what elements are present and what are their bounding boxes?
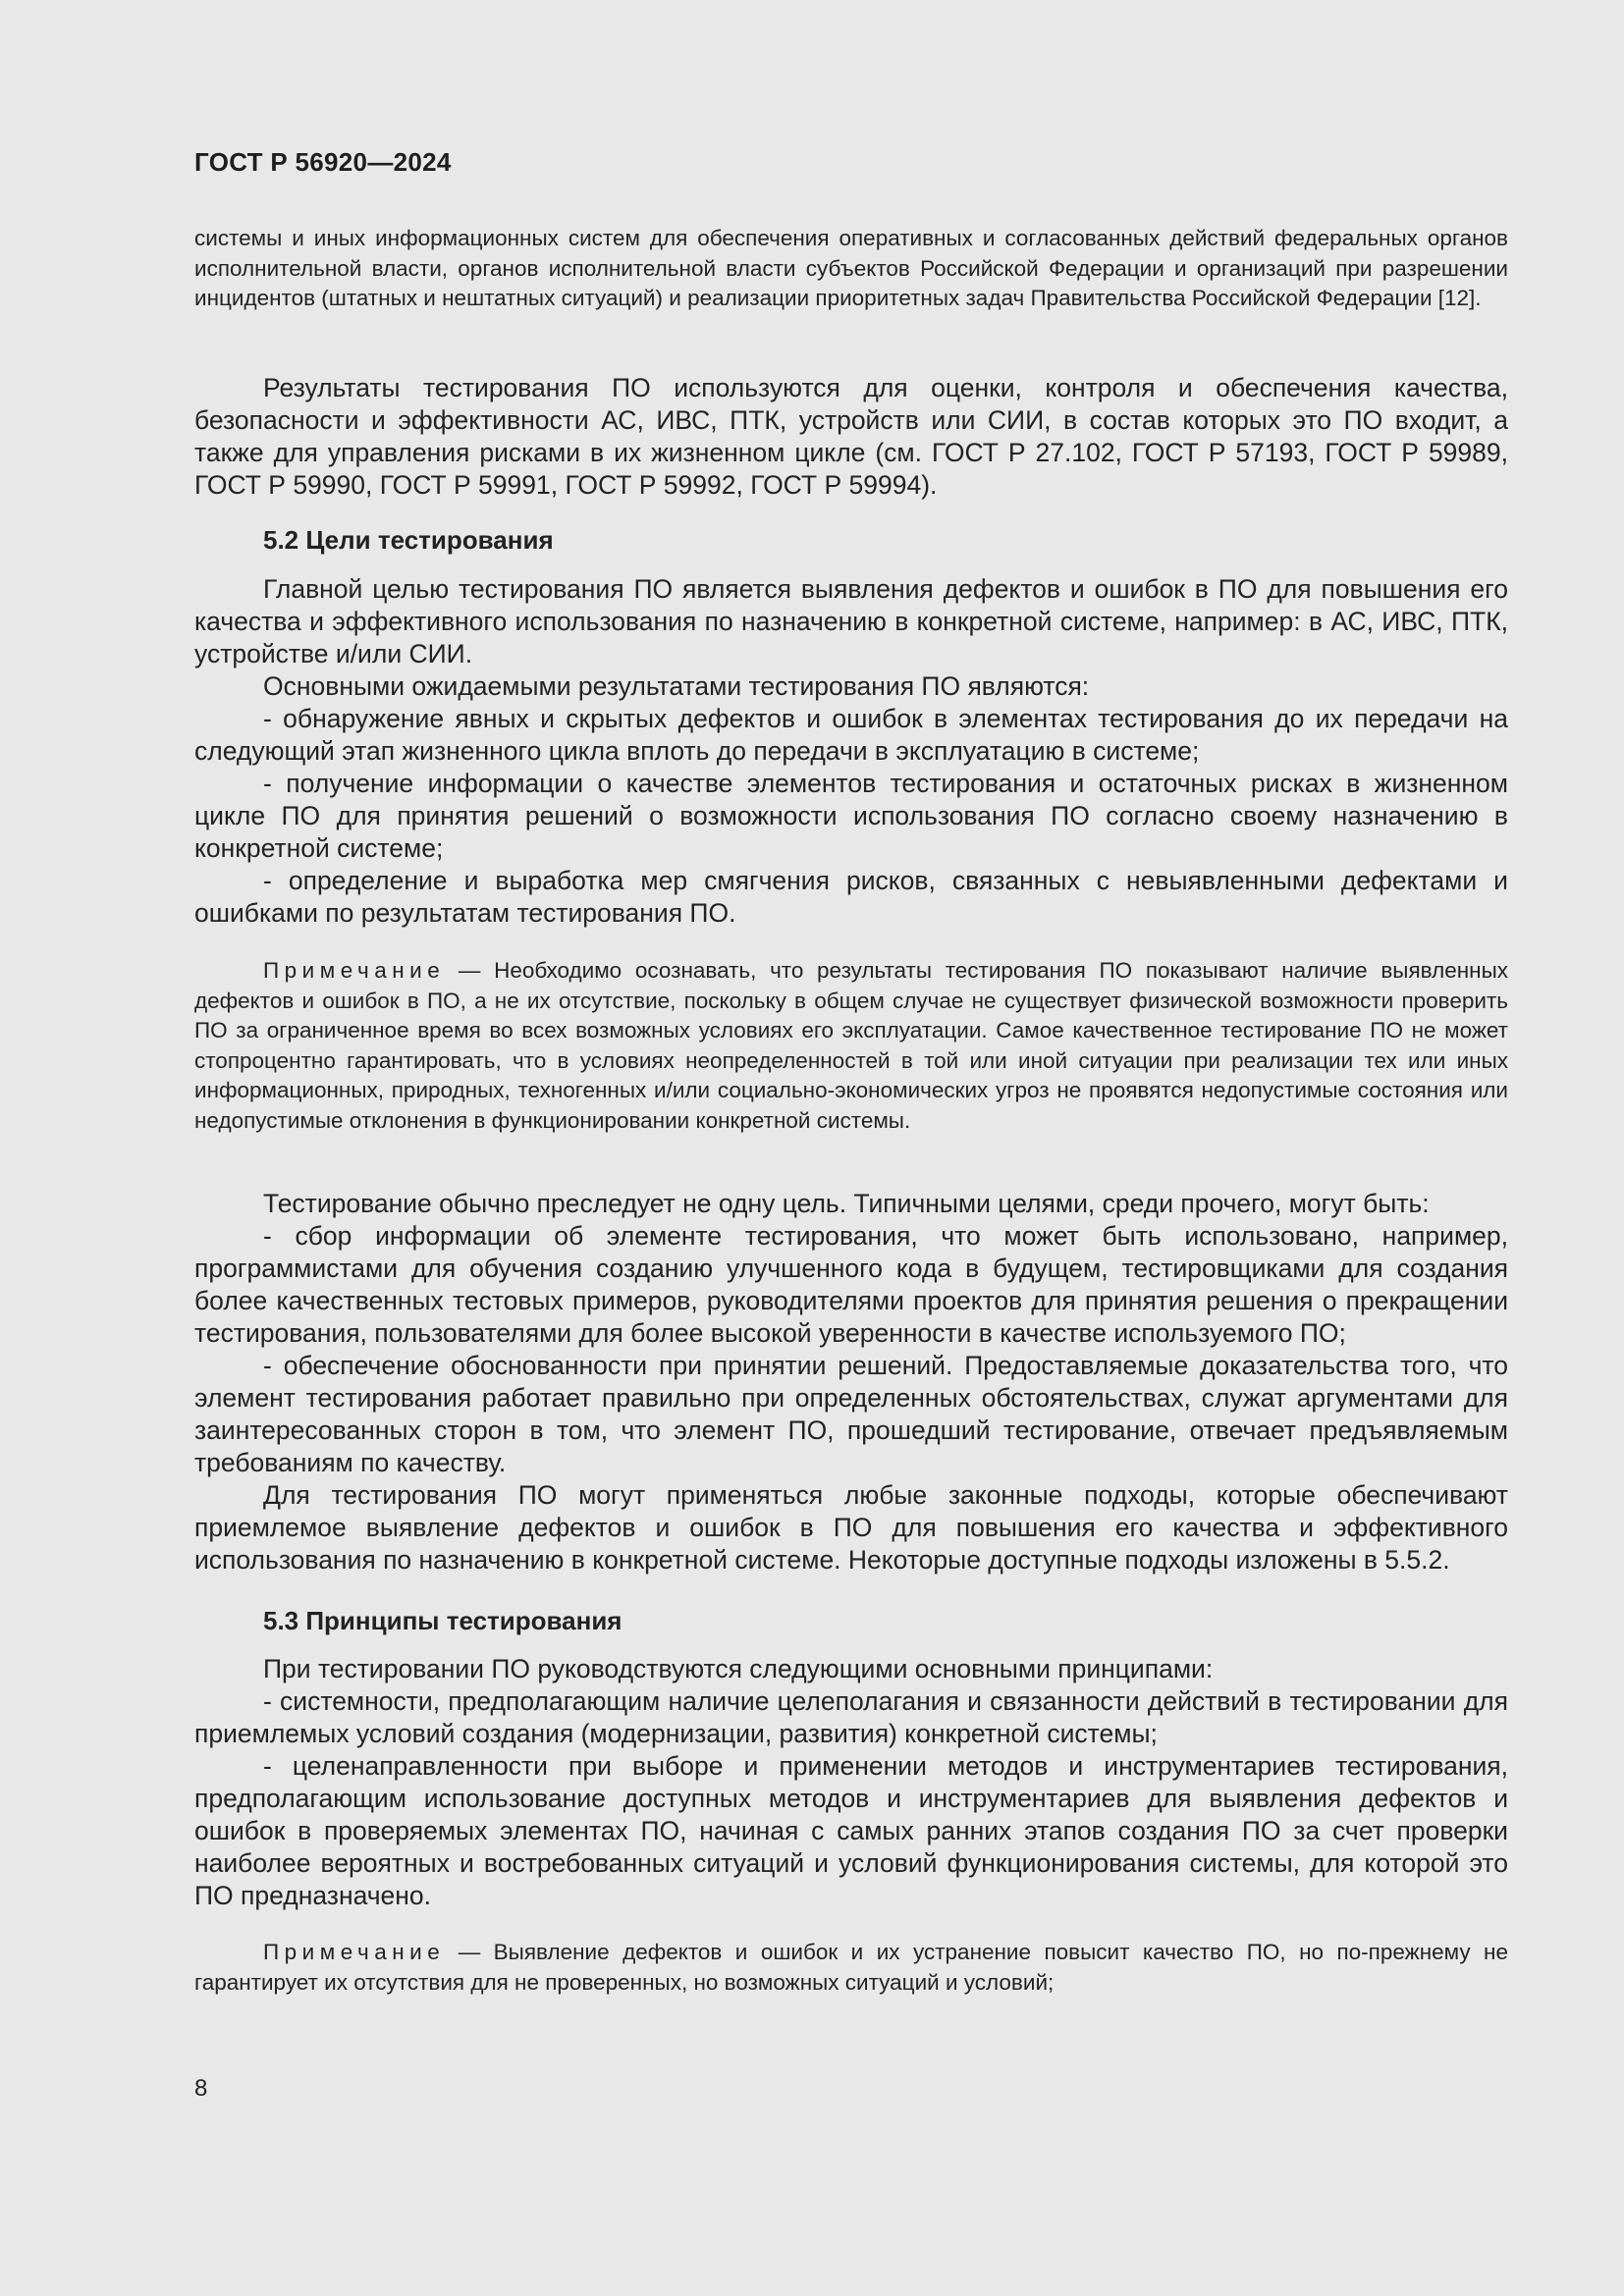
note-text: — Выявление дефектов и ошибок и их устранение повысит качество ПО, но по-прежнему не гарантирует их отсутствия для не проверенных, но возможных ситуаций и условий;: [194, 1940, 1508, 1995]
note-5-3: [194, 1938, 1508, 1998]
section-5-3-body: [194, 1653, 1508, 1912]
approaches-paragraph: Для тестирования ПО могут применяться любые законные подходы, которые обеспечивают приемлемое выявление дефектов и ошибок в ПО для повышения его качества и эффективного использования по назначению в конкретной системе. Некоторые доступные подходы изложены в 5.5.2.: [194, 1480, 1508, 1575]
document-header: ГОСТ Р 56920—2024: [194, 147, 452, 177]
note-label: Примечание: [263, 1940, 446, 1964]
results-paragraph: Результаты тестирования ПО используются для оценки, контроля и обеспечения качества, безопасности и эффективности АС, ИВС, ПТК, устройств или СИИ, в состав которых это ПО входит, а также для управления рисками в их жизненном цикле (см. ГОСТ Р 27.102, ГОСТ Р 57193, ГОСТ Р 59989, ГОСТ Р 59990, ГОСТ Р 59991, ГОСТ Р 59992, ГОСТ Р 59994).: [194, 373, 1508, 500]
list-item: - получение информации о качестве элементов тестирования и остаточных рисках в жизненном цикле ПО для принятия решений о возможности использования ПО согласно своему назначению в конкретной системе;: [194, 769, 1508, 863]
list-item: - сбор информации об элементе тестирования, что может быть использовано, например, программистами для обучения созданию улучшенного кода в будущем, тестировщиками для создания более качественных тестовых примеров, руководителями проектов для принятия решения о прекращении тестирования, пользователями для более высокой уверенности в качестве используемого ПО;: [194, 1221, 1508, 1348]
section-5-3-heading: 5.3 Принципы тестирования: [263, 1606, 623, 1635]
section-5-2-goals: [194, 1188, 1508, 1576]
list-item: - обеспечение обоснованности при принятии решений. Предоставляемые доказательства того, что элемент тестирования работает правильно при определенных обстоятельствах, служат аргументами для заинтересованных сторон в том, что элемент ПО, прошедший тестирование, отвечает предъявляемым требованиям по качеству.: [194, 1351, 1508, 1477]
goals-intro: Тестирование обычно преследует не одну цель. Типичными целями, среди прочего, могут быть:: [263, 1189, 1430, 1218]
note-5-2: [194, 956, 1508, 1136]
goal-paragraph: Главной целью тестирования ПО является выявления дефектов и ошибок в ПО для повышения его качества и эффективного использования по назначению в конкретной системе, например: в АС, ИВС, ПТК, устройстве и/или СИИ.: [194, 574, 1508, 668]
list-item: - обнаружение явных и скрытых дефектов и ошибок в элементах тестирования до их передачи на следующий этап жизненного цикла вплоть до передачи в эксплуатацию в системе;: [194, 704, 1508, 766]
list-item: - целенаправленности при выборе и применении методов и инструментариев тестирования, предполагающим использование доступных методов и инструментариев для выявления дефектов и ошибок в проверяемых элементах ПО, начиная с самых ранних этапов создания ПО за счет проверки наиболее вероятных и востребованных ситуаций и условий функционирования системы, для которой это ПО предназначено.: [194, 1751, 1508, 1910]
note-label: Примечание: [263, 958, 446, 983]
section-5-2-body: [194, 573, 1508, 930]
note-text: — Необходимо осознавать, что результаты тестирования ПО показывают наличие выявленных дефектов и ошибок в ПО, а не их отсутствие, поскольку в общем случае не существует физической возможности проверить ПО за ограниченное время во всех возможных условиях его эксплуатации. Самое качественное тестирование ПО не может стопроцентно гарантировать, что в условиях неопределенностей в той или иной ситуации при реализации тех или иных информационных, природных, техногенных и/или социально-экономических угроз не проявятся недопустимые состояния или недопустимые отклонения в функционировании конкретной системы.: [194, 958, 1508, 1133]
expected-results-intro: Основными ожидаемыми результатами тестирования ПО являются:: [263, 671, 1090, 701]
section-5-2-heading: 5.2 Цели тестирования: [263, 525, 554, 555]
intro-paragraph: системы и иных информационных систем для обеспечения оперативных и согласованных действий федеральных органов исполнительной власти, органов исполнительной власти субъектов Российской Федерации и организаций при разрешении инцидентов (штатных и нештатных ситуаций) и реализации приоритетных задач Правительства Российской Федерации [12].: [194, 226, 1508, 310]
page-number: 8: [194, 2075, 208, 2102]
list-item: - определение и выработка мер смягчения рисков, связанных с невыявленными дефектами и ошибками по результатам тестирования ПО.: [194, 866, 1508, 928]
list-item: - системности, предполагающим наличие целеполагания и связанности действий в тестировании для приемлемых условий создания (модернизации, развития) конкретной системы;: [194, 1686, 1508, 1748]
principles-intro: При тестировании ПО руководствуются следующими основными принципами:: [263, 1654, 1214, 1683]
